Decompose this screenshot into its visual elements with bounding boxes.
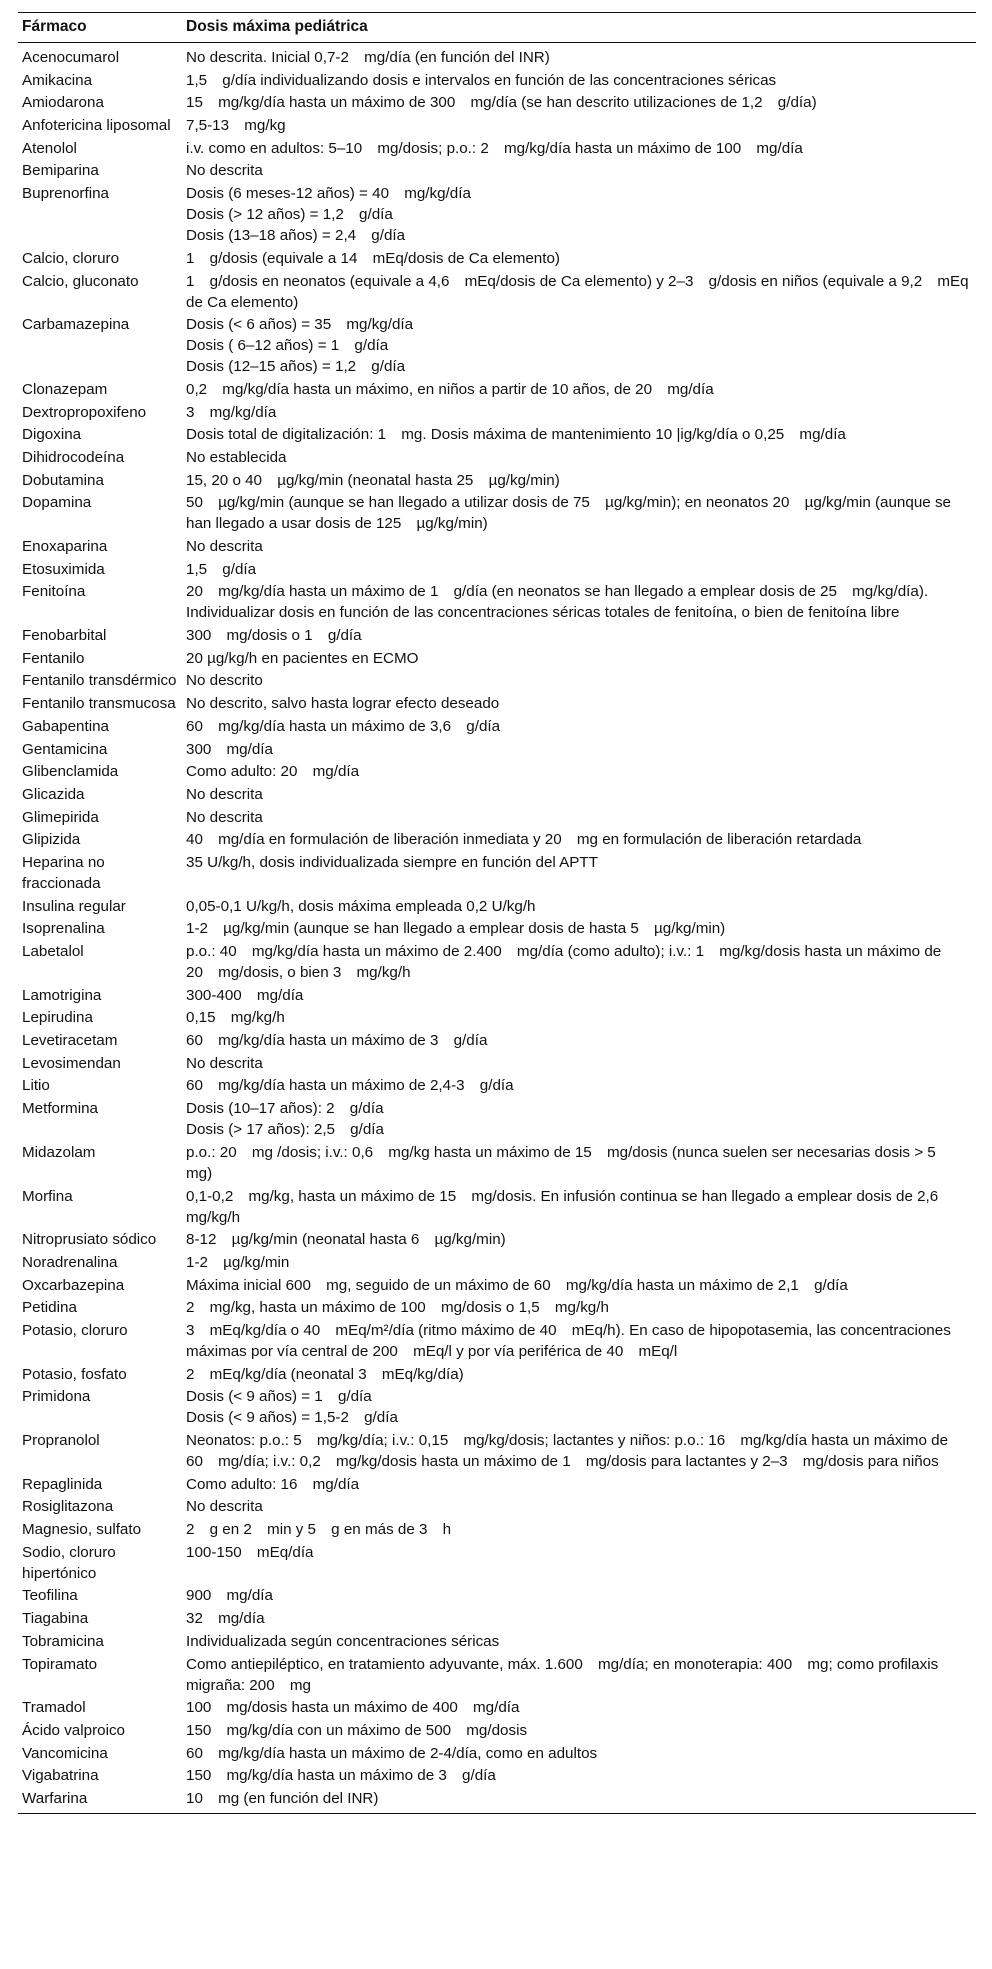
max-dose: 60 mg/kg/día hasta un máximo de 3 g/día bbox=[186, 1032, 488, 1050]
max-dose: Como antiepiléptico, en tratamiento adyuvante, máx. 1.600 mg/día; en monoterapia: 400 mg; como profilaxis migraña: 200 mg bbox=[186, 1655, 943, 1694]
drug-name: Etosuximida bbox=[22, 560, 105, 578]
drug-name: Amiodarona bbox=[22, 94, 104, 112]
drug-name: Fentanilo bbox=[22, 649, 85, 667]
drug-name: Isoprenalina bbox=[22, 920, 105, 938]
table-row bbox=[18, 918, 976, 941]
max-dose: 2 mEq/kg/día (neonatal 3 mEq/kg/día) bbox=[186, 1365, 464, 1383]
max-dose: 15 mg/kg/día hasta un máximo de 300 mg/día (se han descrito utilizaciones de 1,2 g/día) bbox=[186, 94, 817, 112]
drug-name: Insulina regular bbox=[22, 897, 126, 915]
max-dose: 15, 20 o 40 µg/kg/min (neonatal hasta 25 µg/kg/min) bbox=[186, 471, 560, 489]
table-row bbox=[18, 761, 976, 784]
drug-name: Calcio, gluconato bbox=[22, 272, 139, 290]
table-row bbox=[18, 1473, 976, 1496]
table-row bbox=[18, 160, 976, 183]
table-row bbox=[18, 270, 976, 314]
max-dose: 900 mg/día bbox=[186, 1587, 273, 1605]
table-row bbox=[18, 1765, 976, 1788]
table-row bbox=[18, 984, 976, 1007]
drug-name: Magnesio, sulfato bbox=[22, 1521, 142, 1539]
table-row bbox=[18, 183, 976, 248]
drug-name: Lepirudina bbox=[22, 1009, 93, 1027]
table-row bbox=[18, 1141, 976, 1185]
drug-name: Repaglinida bbox=[22, 1475, 103, 1493]
table-row bbox=[18, 1788, 976, 1814]
max-dose: No descrita bbox=[186, 162, 263, 180]
table-row bbox=[18, 469, 976, 492]
drug-name: Glimepirida bbox=[22, 808, 99, 826]
max-dose: 60 mg/kg/día hasta un máximo de 2-4/día, como en adultos bbox=[186, 1744, 598, 1762]
max-dose: 32 mg/día bbox=[186, 1610, 265, 1628]
table-row bbox=[18, 693, 976, 716]
drug-name: Lamotrigina bbox=[22, 986, 102, 1004]
max-dose: Dosis (< 6 años) = 35 mg/kg/día Dosis ( 6–12 años) = 1 g/día Dosis (12–15 años) = 1,2 g/día bbox=[186, 316, 414, 376]
max-dose: 20 mg/kg/día hasta un máximo de 1 g/día (en neonatos se han llegado a emplear dosis de 25 mg/kg/día). Individualizar dosis en función de las concentraciones séricas totales de fenitoína, o bien de fenitoína libre bbox=[186, 583, 933, 622]
drug-name: Topiramato bbox=[22, 1655, 98, 1673]
drug-name: Heparina no fraccionada bbox=[22, 853, 105, 892]
max-dose: Como adulto: 20 mg/día bbox=[186, 763, 360, 781]
drug-name: Metformina bbox=[22, 1100, 98, 1118]
drug-name: Litio bbox=[22, 1077, 50, 1095]
max-dose: Dosis total de digitalización: 1 mg. Dosis máxima de mantenimiento 10 |ig/kg/día o 0,25 mg/día bbox=[186, 426, 846, 444]
drug-name: Fenitoína bbox=[22, 583, 86, 601]
max-dose: 0,1-0,2 mg/kg, hasta un máximo de 15 mg/dosis. En infusión continua se han llegado a emplear dosis de 2,6 mg/kg/h bbox=[186, 1187, 954, 1226]
table-row bbox=[18, 1585, 976, 1608]
table-row bbox=[18, 1386, 976, 1430]
table-row bbox=[18, 1742, 976, 1765]
max-dose: 35 U/kg/h, dosis individualizada siempre en función del APTT bbox=[186, 853, 598, 871]
max-dose: No descrita bbox=[186, 808, 263, 826]
drug-name: Morfina bbox=[22, 1187, 73, 1205]
max-dose: i.v. como en adultos: 5–10 mg/dosis; p.o.: 2 mg/kg/día hasta un máximo de 100 mg/día bbox=[186, 139, 803, 157]
table-row bbox=[18, 401, 976, 424]
table-row bbox=[18, 783, 976, 806]
max-dose: p.o.: 40 mg/kg/día hasta un máximo de 2.400 mg/día (como adulto); i.v.: 1 mg/kg/dosis hasta un máximo de 20 mg/dosis, o bien 3 mg/kg/h bbox=[186, 943, 946, 981]
drug-name: Ácido valproico bbox=[22, 1721, 125, 1739]
drug-name: Enoxaparina bbox=[22, 538, 108, 555]
table-row bbox=[18, 1719, 976, 1742]
table-row bbox=[18, 1430, 976, 1474]
drug-name: Dopamina bbox=[22, 494, 92, 512]
table-row bbox=[18, 314, 976, 379]
header-max-dose: Dosis máxima pediátrica bbox=[186, 18, 368, 35]
table-row bbox=[18, 1007, 976, 1030]
max-dose: 300 mg/dosis o 1 g/día bbox=[186, 627, 362, 645]
table-row bbox=[18, 1052, 976, 1075]
drug-name: Anfotericina liposomal bbox=[22, 117, 171, 135]
table-row bbox=[18, 1363, 976, 1386]
drug-name: Rosiglitazona bbox=[22, 1498, 114, 1516]
table-row bbox=[18, 1297, 976, 1320]
drug-name: Clonazepam bbox=[22, 380, 108, 398]
drug-name: Potasio, cloruro bbox=[22, 1321, 128, 1339]
drug-name: Tiagabina bbox=[22, 1610, 89, 1628]
table-row bbox=[18, 1320, 976, 1364]
drug-name: Dobutamina bbox=[22, 471, 104, 489]
max-dose: 1 g/dosis (equivale a 14 mEq/dosis de Ca elemento) bbox=[186, 249, 560, 267]
table-row bbox=[18, 1519, 976, 1542]
drug-name: Labetalol bbox=[22, 943, 84, 960]
max-dose: No descrito bbox=[186, 672, 263, 690]
table-row bbox=[18, 647, 976, 670]
table-row bbox=[18, 670, 976, 693]
drug-name: Warfarina bbox=[22, 1789, 88, 1807]
drug-name: Gabapentina bbox=[22, 717, 109, 735]
drug-name: Levosimendan bbox=[22, 1054, 121, 1072]
drug-name: Primidona bbox=[22, 1388, 91, 1406]
drug-name: Fenobarbital bbox=[22, 627, 107, 645]
max-dose: 20 µg/kg/h en pacientes en ECMO bbox=[186, 649, 419, 667]
drug-name: Tobramicina bbox=[22, 1632, 104, 1650]
drug-name: Midazolam bbox=[22, 1143, 96, 1161]
max-dose: 100 mg/dosis hasta un máximo de 400 mg/día bbox=[186, 1699, 520, 1717]
max-dose: p.o.: 20 mg /dosis; i.v.: 0,6 mg/kg hasta un máximo de 15 mg/dosis (nunca suelen ser necesarias dosis > 5 mg) bbox=[186, 1143, 951, 1182]
table-row bbox=[18, 69, 976, 92]
table-row bbox=[18, 581, 976, 625]
max-dose: 7,5-13 mg/kg bbox=[186, 117, 286, 135]
drug-name: Vigabatrina bbox=[22, 1767, 99, 1785]
max-dose: 1,5 g/día individualizando dosis e intervalos en función de las concentraciones séricas bbox=[186, 71, 777, 89]
drug-name: Buprenorfina bbox=[22, 185, 109, 203]
drug-name: Glibenclamida bbox=[22, 763, 119, 781]
drug-name: Propranolol bbox=[22, 1432, 100, 1449]
table-row bbox=[18, 424, 976, 447]
table-row bbox=[18, 1608, 976, 1631]
max-dose: 100-150 mEq/día bbox=[186, 1543, 314, 1561]
table-row bbox=[18, 895, 976, 918]
max-dose: No descrita bbox=[186, 538, 263, 555]
table-row bbox=[18, 1541, 976, 1585]
max-dose: Individualizada según concentraciones séricas bbox=[186, 1632, 500, 1650]
max-dose: No establecida bbox=[186, 448, 287, 466]
max-dose: No descrita bbox=[186, 785, 263, 803]
table-body bbox=[18, 43, 976, 1814]
max-dose: Como adulto: 16 mg/día bbox=[186, 1475, 360, 1493]
drug-name: Gentamicina bbox=[22, 740, 108, 758]
drug-name: Fentanilo transmucosa bbox=[22, 695, 176, 713]
table-row bbox=[18, 715, 976, 738]
drug-name: Glipizida bbox=[22, 831, 81, 849]
drug-name: Vancomicina bbox=[22, 1744, 108, 1762]
max-dose: 8-12 µg/kg/min (neonatal hasta 6 µg/kg/min) bbox=[186, 1231, 506, 1249]
max-dose: 3 mg/kg/día bbox=[186, 403, 277, 421]
drug-name: Bemiparina bbox=[22, 162, 99, 180]
table-row bbox=[18, 1251, 976, 1274]
table-row bbox=[18, 247, 976, 270]
table-row bbox=[18, 806, 976, 829]
drug-name: Noradrenalina bbox=[22, 1253, 118, 1271]
table-row bbox=[18, 558, 976, 581]
table-row bbox=[18, 92, 976, 115]
table-row bbox=[18, 137, 976, 160]
table-row bbox=[18, 447, 976, 470]
drug-name: Glicazida bbox=[22, 785, 85, 803]
max-dose: No descrita. Inicial 0,7-2 mg/día (en función del INR) bbox=[186, 49, 550, 66]
drug-name: Teofilina bbox=[22, 1587, 78, 1605]
drug-name: Sodio, cloruro hipertónico bbox=[22, 1543, 116, 1582]
drug-name: Oxcarbazepina bbox=[22, 1276, 125, 1294]
drug-name: Dextropropoxifeno bbox=[22, 403, 147, 421]
max-dose: 150 mg/kg/día con un máximo de 500 mg/dosis bbox=[186, 1721, 528, 1739]
drug-name: Amikacina bbox=[22, 71, 93, 89]
max-dose: 2 g en 2 min y 5 g en más de 3 h bbox=[186, 1521, 452, 1539]
table-row bbox=[18, 941, 976, 985]
max-dose: 40 mg/día en formulación de liberación inmediata y 20 mg en formulación de liberación retardada bbox=[186, 831, 862, 849]
table-row bbox=[18, 1185, 976, 1229]
drug-name: Calcio, cloruro bbox=[22, 249, 120, 267]
max-dose: Neonatos: p.o.: 5 mg/kg/día; i.v.: 0,15 mg/kg/dosis; lactantes y niños: p.o.: 16 mg/kg/día hasta un máximo de 60 mg/día; i.v.: 0,2 mg/kg/dosis hasta un máximo de 1 mg/dosis para lactantes y 2–3 mg/dosis para niños bbox=[186, 1432, 953, 1470]
table-row bbox=[18, 852, 976, 896]
drug-name: Potasio, fosfato bbox=[22, 1365, 127, 1383]
max-dose: Dosis (10–17 años): 2 g/día Dosis (> 17 años): 2,5 g/día bbox=[186, 1100, 384, 1139]
max-dose: 60 mg/kg/día hasta un máximo de 2,4-3 g/día bbox=[186, 1077, 514, 1095]
max-dose: 1-2 µg/kg/min (aunque se han llegado a emplear dosis de hasta 5 µg/kg/min) bbox=[186, 920, 726, 938]
table-row bbox=[18, 115, 976, 138]
max-dose: 1 g/dosis en neonatos (equivale a 4,6 mEq/dosis de Ca elemento) y 2–3 g/dosis en niños (equivale a 9,2 mEq de Ca elemento) bbox=[186, 272, 973, 311]
dose-table-container bbox=[18, 12, 976, 1814]
table-header bbox=[18, 13, 976, 43]
max-dose: Dosis (6 meses-12 años) = 40 mg/kg/día Dosis (> 12 años) = 1,2 g/día Dosis (13–18 años) = 2,4 g/día bbox=[186, 185, 471, 245]
table-row bbox=[18, 1653, 976, 1697]
drug-name: Carbamazepina bbox=[22, 316, 130, 334]
table-row bbox=[18, 1075, 976, 1098]
table-row bbox=[18, 536, 976, 559]
max-dose: 1,5 g/día bbox=[186, 560, 257, 578]
drug-name: Digoxina bbox=[22, 426, 82, 444]
table-row bbox=[18, 1496, 976, 1519]
max-dose: 60 mg/kg/día hasta un máximo de 3,6 g/día bbox=[186, 717, 501, 735]
max-dose: 0,05-0,1 U/kg/h, dosis máxima empleada 0,2 U/kg/h bbox=[186, 897, 536, 915]
drug-name: Petidina bbox=[22, 1299, 77, 1317]
table-row bbox=[18, 1274, 976, 1297]
max-dose: No descrita bbox=[186, 1054, 263, 1072]
table-row bbox=[18, 1030, 976, 1053]
max-dose: No descrito, salvo hasta lograr efecto deseado bbox=[186, 695, 500, 713]
drug-name: Atenolol bbox=[22, 139, 77, 157]
max-dose: 0,2 mg/kg/día hasta un máximo, en niños a partir de 10 años, de 20 mg/día bbox=[186, 380, 714, 398]
table-row bbox=[18, 1229, 976, 1252]
table-row bbox=[18, 738, 976, 761]
header-row bbox=[18, 13, 976, 43]
table-row bbox=[18, 625, 976, 648]
max-dose: 2 mg/kg, hasta un máximo de 100 mg/dosis o 1,5 mg/kg/h bbox=[186, 1299, 609, 1317]
max-dose: 1-2 µg/kg/min bbox=[186, 1253, 290, 1271]
table-row bbox=[18, 1630, 976, 1653]
drug-name: Tramadol bbox=[22, 1699, 86, 1717]
table-row bbox=[18, 1098, 976, 1142]
table-row bbox=[18, 829, 976, 852]
max-dose: Máxima inicial 600 mg, seguido de un máximo de 60 mg/kg/día hasta un máximo de 2,1 g/día bbox=[186, 1276, 848, 1294]
max-dose: 0,15 mg/kg/h bbox=[186, 1009, 285, 1027]
max-dose: 300-400 mg/día bbox=[186, 986, 304, 1004]
table-row bbox=[18, 492, 976, 536]
header-drug: Fármaco bbox=[22, 18, 87, 35]
drug-name: Fentanilo transdérmico bbox=[22, 672, 177, 690]
max-dose: 10 mg (en función del INR) bbox=[186, 1789, 379, 1807]
table-row bbox=[18, 378, 976, 401]
table-row bbox=[18, 1697, 976, 1720]
max-dose: Dosis (< 9 años) = 1 g/día Dosis (< 9 años) = 1,5-2 g/día bbox=[186, 1388, 398, 1427]
drug-name: Levetiracetam bbox=[22, 1032, 118, 1050]
max-dose: 50 µg/kg/min (aunque se han llegado a utilizar dosis de 75 µg/kg/min); en neonatos 20 µg/kg/min (aunque se han llegado a usar dosis de 125 µg/kg/min) bbox=[186, 494, 956, 533]
max-dose: 150 mg/kg/día hasta un máximo de 3 g/día bbox=[186, 1767, 496, 1785]
pediatric-max-dose-table bbox=[18, 12, 976, 1814]
max-dose: 3 mEq/kg/día o 40 mEq/m²/día (ritmo máximo de 40 mEq/h). En caso de hipopotasemia, las concentraciones máximas por vía central de 200 mEq/l y por vía periférica de 40 mEq/l bbox=[186, 1321, 956, 1360]
table-row bbox=[18, 43, 976, 70]
max-dose: 300 mg/día bbox=[186, 740, 273, 758]
drug-name: Nitroprusiato sódico bbox=[22, 1231, 157, 1249]
drug-name: Acenocumarol bbox=[22, 49, 120, 66]
drug-name: Dihidrocodeína bbox=[22, 448, 125, 466]
max-dose: No descrita bbox=[186, 1498, 263, 1516]
